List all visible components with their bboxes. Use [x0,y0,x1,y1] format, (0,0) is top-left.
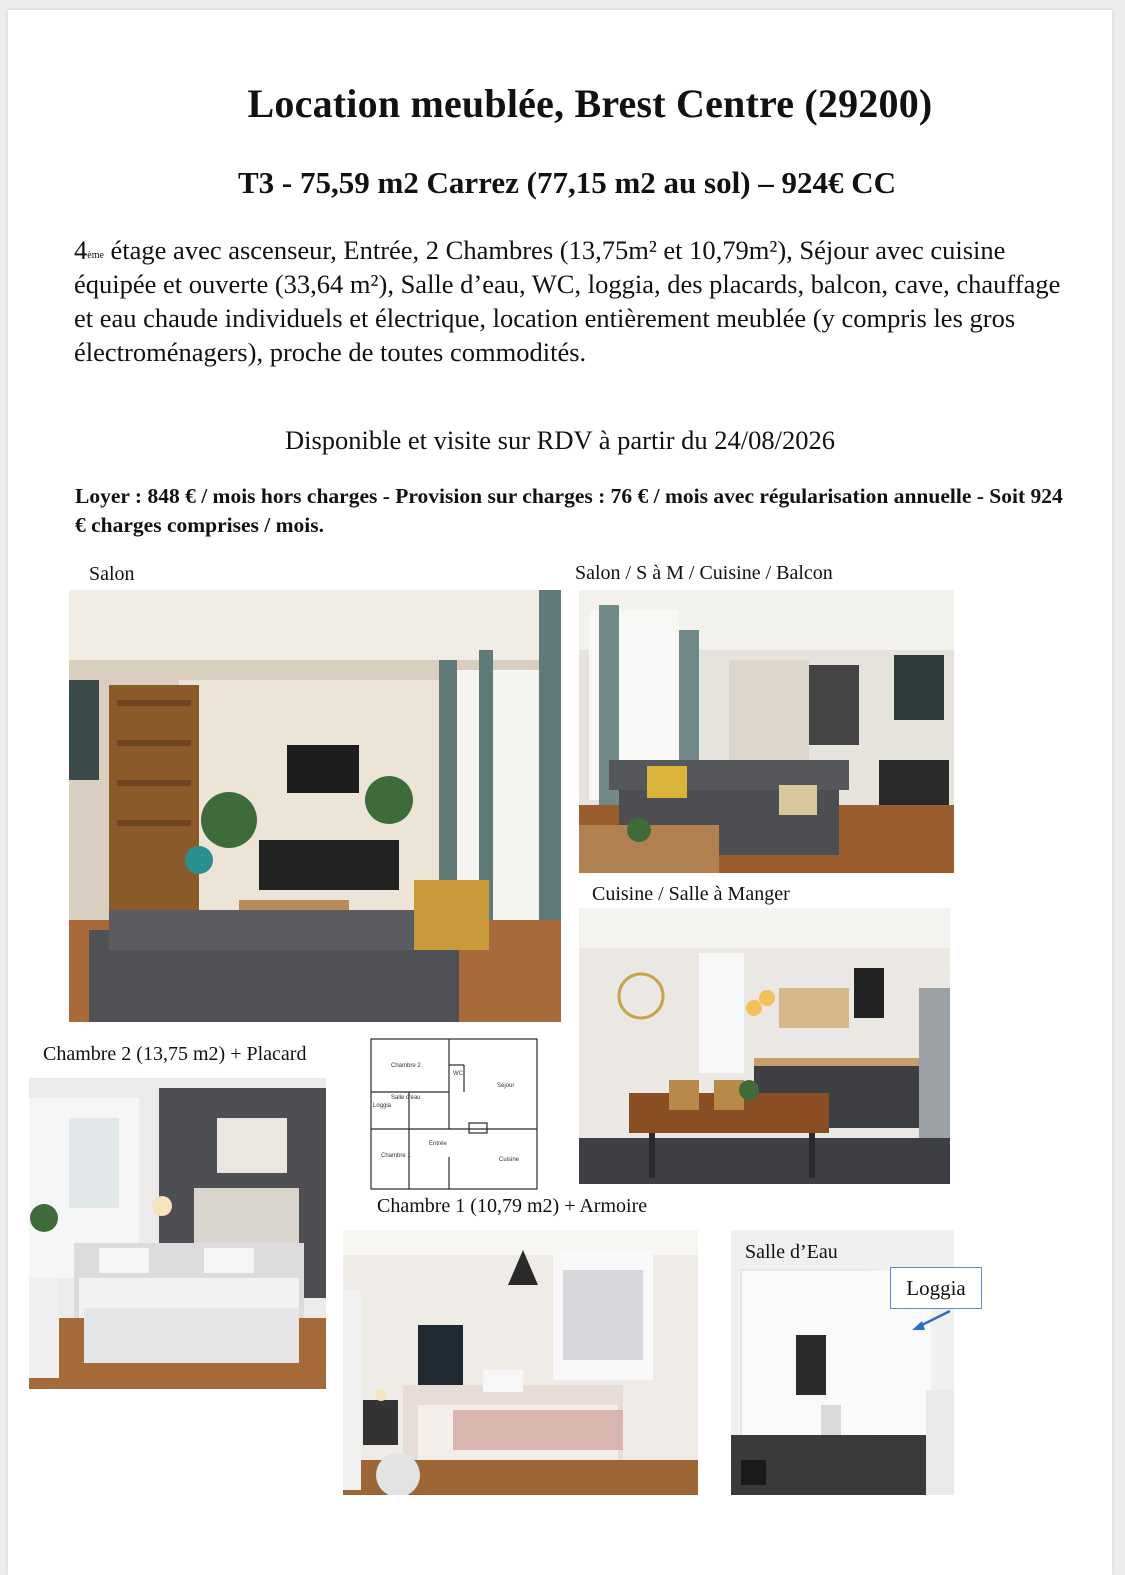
caption-salle-eau: Salle d’Eau [745,1241,838,1263]
plan-label-salle-eau: Salle d'eau [391,1095,421,1101]
rent-details: Loyer : 848 € / mois hors charges - Provision sur charges : 76 € / mois avec régularisation annuelle - Soit 924 € charges comprises / mois. [75,484,1063,537]
caption-chambre2: Chambre 2 (13,75 m2) + Placard [43,1043,307,1065]
page-subtitle: T3 - 75,59 m2 Carrez (77,15 m2 au sol) – 924€ CC [237,165,897,200]
caption-salon: Salon [89,563,135,585]
description-text: étage avec ascenseur, Entrée, 2 Chambres (13,75m² et 10,79m²), Séjour avec cuisine équipée et ouverte (33,64 m²), Salle d’eau, WC, loggia, des placards, balcon, cave, chauffage et eau chaude individuels et électrique, location entièrement meublée (y compris les gros électroménagers), proche de toutes commodités. [74,235,1061,367]
photo-cuisine [579,908,950,1184]
caption-salon-sam: Salon / S à M / Cuisine / Balcon [575,562,833,584]
caption-chambre1: Chambre 1 (10,79 m2) + Armoire [377,1195,648,1217]
plan-label-wc: WC [453,1071,463,1077]
floor-plan [369,1037,539,1191]
plan-label-chambre2: Chambre 2 [391,1063,421,1069]
floor-suffix: ème [87,250,104,261]
loggia-label: Loggia [890,1267,982,1309]
photo-chambre2 [29,1078,326,1389]
plan-label-entree: Entrée [429,1141,447,1147]
plan-label-chambre1: Chambre 1 [381,1153,411,1159]
photo-chambre1 [343,1230,698,1495]
floor-number: 4 [74,235,88,265]
photo-salon-sam [579,590,954,873]
caption-cuisine: Cuisine / Salle à Manger [592,883,790,905]
plan-label-cuisine: Cuisine [499,1157,520,1163]
plan-label-sejour: Séjour [497,1083,515,1089]
photo-salon [69,590,561,1022]
page-title: Location meublée, Brest Centre (29200) [247,81,933,126]
plan-label-loggia: Loggia [373,1103,392,1109]
availability: Disponible et visite sur RDV à partir du 24/08/2026 [284,425,836,455]
description [74,233,1064,369]
arrow-icon [908,1305,958,1335]
